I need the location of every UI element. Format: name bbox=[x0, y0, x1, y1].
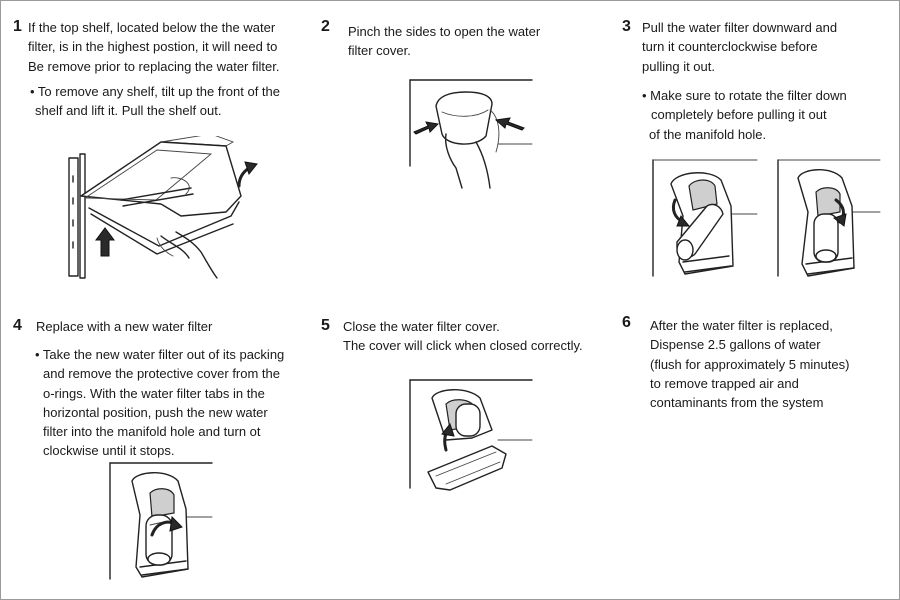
shelf-rail bbox=[69, 154, 85, 278]
filter-out-illustration bbox=[774, 156, 884, 281]
text-line: Pull the water filter downward and bbox=[642, 20, 838, 35]
text-line: After the water filter is replaced, bbox=[650, 318, 833, 333]
step-number: 4 bbox=[13, 317, 22, 334]
text-line: The cover will click when closed correctly. bbox=[343, 338, 583, 354]
text-line: Close the water filter cover. bbox=[343, 319, 500, 334]
text-line: If the top shelf, located below the the water bbox=[28, 20, 276, 35]
left-arrow-icon bbox=[414, 122, 438, 134]
text-line: contaminants from the system bbox=[650, 395, 824, 411]
bullet-line: • Make sure to rotate the filter down bbox=[642, 88, 847, 103]
arrow-up-icon bbox=[96, 228, 114, 256]
curved-arrow-icon bbox=[239, 162, 257, 186]
step-text bbox=[642, 18, 837, 76]
step-number: 3 bbox=[622, 18, 631, 35]
step-text bbox=[343, 317, 583, 356]
bullet-line: clockwise until it stops. bbox=[43, 443, 175, 459]
pinch-cover-illustration bbox=[406, 76, 536, 196]
water-filter bbox=[814, 214, 838, 262]
water-filter bbox=[456, 404, 480, 436]
bullet-line: of the manifold hole. bbox=[649, 126, 767, 142]
text-line: Pinch the sides to open the water bbox=[348, 24, 541, 39]
step-text bbox=[650, 316, 849, 412]
text-line: Be remove prior to replacing the water filter. bbox=[28, 58, 280, 74]
text-line: filter cover. bbox=[348, 43, 411, 59]
step-text bbox=[36, 317, 212, 336]
close-cover-illustration bbox=[406, 376, 536, 496]
bullet-line: horizontal position, push the new water bbox=[43, 404, 268, 420]
step-text bbox=[28, 18, 279, 76]
open-cover bbox=[428, 446, 506, 490]
text-line: turn it counterclockwise before bbox=[642, 39, 818, 55]
text-line: Replace with a new water filter bbox=[36, 319, 213, 334]
step-number: 5 bbox=[321, 317, 330, 334]
step-number: 6 bbox=[622, 314, 631, 331]
bullet-line: and remove the protective cover from the bbox=[43, 366, 281, 382]
step-number: 1 bbox=[13, 18, 22, 35]
insert-filter-illustration bbox=[106, 459, 216, 584]
bullet-line: shelf and lift it. Pull the shelf out. bbox=[35, 103, 222, 119]
text-line: pulling it out. bbox=[642, 58, 715, 74]
text-line: (flush for approximately 5 minutes) bbox=[650, 356, 850, 372]
bullet-line: o-rings. With the water filter tabs in the bbox=[43, 385, 265, 401]
bullet-line: • Take the new water filter out of its packing bbox=[35, 347, 285, 362]
bullet-line: completely before pulling it out bbox=[651, 107, 827, 123]
bullet-line: filter into the manifold hole and turn ot bbox=[43, 424, 261, 440]
hand-icon bbox=[157, 232, 217, 278]
step-bullet bbox=[30, 82, 280, 121]
step-text bbox=[348, 22, 540, 61]
pull-filter-illustration bbox=[649, 156, 759, 281]
bullet-line: • To remove any shelf, tilt up the front of the bbox=[30, 84, 281, 99]
shelf-removal-illustration bbox=[61, 136, 276, 281]
step-bullet bbox=[35, 345, 284, 461]
text-line: Dispense 2.5 gallons of water bbox=[650, 337, 821, 353]
text-line: to remove trapped air and bbox=[650, 375, 799, 391]
step-bullet bbox=[642, 86, 847, 144]
step-number: 2 bbox=[321, 18, 330, 35]
right-arrow-icon bbox=[496, 118, 524, 130]
text-line: filter, is in the highest postion, it will need to bbox=[28, 39, 278, 55]
